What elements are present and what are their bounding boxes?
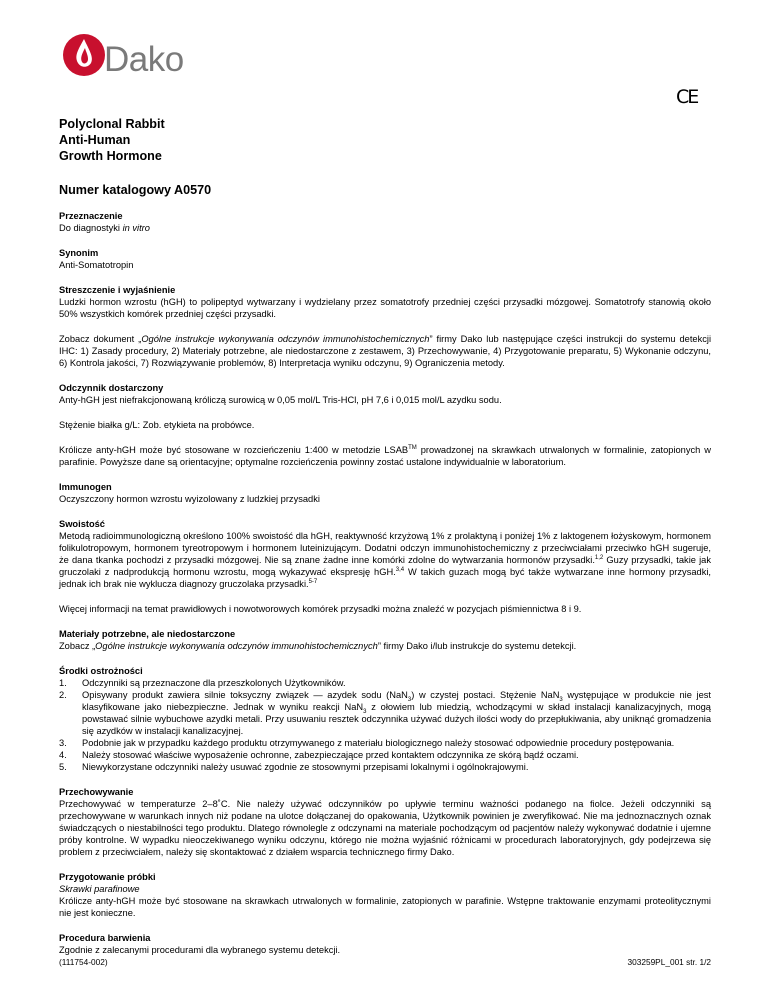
section-text: Zobacz „Ogólne instrukcje wykonywania odczynów immunohistochemicznych” firmy Dako i/lub instrukcje do systemu detekcji. bbox=[59, 641, 577, 651]
title-line: Growth Hormone bbox=[59, 149, 162, 163]
section-heading: Materiały potrzebne, ale niedostarczone bbox=[59, 629, 236, 639]
precautions-list bbox=[59, 677, 711, 773]
section-heading: Przechowywanie bbox=[59, 787, 134, 797]
section-immunogen bbox=[59, 481, 711, 505]
section-srodki bbox=[59, 665, 711, 773]
section-text: Więcej informacji na temat prawidłowych i nowotworowych komórek przysadki można znaleźć w pozycjach piśmiennictwa 8 i 9. bbox=[59, 604, 582, 614]
list-item: 4. Należy stosować właściwe wyposażenie ochronne, zabezpieczające przed kontaktem odczynnika ze skórą bądź oczami. bbox=[59, 750, 579, 760]
section-heading: Procedura barwienia bbox=[59, 933, 151, 943]
brand-name: Dako bbox=[104, 40, 184, 79]
section-text: Królicze anty-hGH może być stosowane na skrawkach utrwalonych w formalinie, zatopionych w parafinie. Wstępne traktowanie enzymami proteolitycznymi nie jest konieczne. bbox=[59, 896, 711, 918]
list-item: 3. Podobnie jak w przypadku każdego produktu otrzymywanego z materiału biologicznego należy stosować odpowiednie procedury postępowania. bbox=[59, 738, 675, 748]
page-footer bbox=[59, 956, 711, 968]
section-streszczenie bbox=[59, 284, 711, 369]
section-text: Zobacz dokument „Ogólne instrukcje wykonywania odczynów immunohistochemicznych” firmy Dako lub następujące części instrukcji do systemu detekcji IHC: 1) Zasady procedury, 2) Materiały potrzebne, ale niedostarczone z zestawem, 3) Przechowywanie, 4) Przygotowanie preparatu, 5) Wykonanie odczynu, 6) Kontrola jakości, 7) Rozwiązywanie problemów, 8) Interpretacja wyniku odczynu, 9) Ograniczenia metody. bbox=[59, 334, 712, 368]
section-przygotowanie bbox=[59, 871, 711, 919]
section-text: Metodą radioimmunologiczną określono 100% swoistość dla hGH, reaktywność krzyżową 1% z prolaktyną i poniżej 1% z laktogenem łożyskowym, hormonem folikulotropowym, hormonem tyreotropowym i hormonem luteinizującym. Dodatni odczyn immunohistochemiczny z przeciwciałami przeciwko hGH sugeruje, że dana tkanka pochodzi z przysadki mózgowej. Nie są znane żadne inne komórki zdolne do wytwarzania hormonów przysadki.$^{1,2}$ Guzy przysadki, takie jak gruczolaki z nadprodukcją hormonu wzrostu, mogą wykazywać ekspresję hGH.$^{3,4}$ W takich guzach mogą być także wytwarzane inne hormony przysadki, jednak ich brak nie wyklucza diagnozy gruczolaka przysadki.$^{5-7}$ bbox=[59, 531, 711, 589]
section-synonim bbox=[59, 247, 711, 271]
ce-mark: CE bbox=[676, 86, 698, 108]
footer-page-number: 303259PL_001 str. 1/2 bbox=[627, 957, 711, 967]
product-title bbox=[59, 116, 711, 164]
document-body bbox=[59, 116, 711, 956]
list-item: 2. Opisywany produkt zawiera silnie toksyczny związek — azydek sodu (NaN$_3$) w czystej postaci. Stężenie NaN$_3$ występujące w produkcie nie jest klasyfikowane jako niebezpieczne. Jednak w wyniku reakcji NaN$_3$ z ołowiem lub miedzią, wchodzącymi w skład instalacji kanalizacyjnych, mogą powstawać silnie wybuchowe azydki metali. Przy usuwaniu resztek odczynnika używać dużych ilości wody do przepłukiwania, aby uniknąć gromadzenia się azydków w instalacji kanalizacyjnej. bbox=[59, 690, 711, 736]
title-line: Polyclonal Rabbit bbox=[59, 117, 165, 131]
section-przeznaczenie bbox=[59, 210, 711, 234]
section-subheading: Skrawki parafinowe bbox=[59, 884, 140, 894]
section-odczynnik bbox=[59, 382, 711, 468]
section-text: Przechowywać w temperaturze 2–8˚C. Nie należy używać odczynników po upływie terminu ważności podanego na fiolce. Jeżeli odczynniki są przechowywane w warunkach innych niż podane na ulotce dołączanej do opakowania, Użytkownik powinien je zweryfikować. Nie ma jednoznacznych oznak świadczących o niestabilności tego produktu. Dlatego równolegle z odczynami na materiale pochodzącym od pacjentów należy wykonywać dodatnie i ujemne próby kontrolne. W wypadku nieoczekiwanego wyniku odczynu, którego nie można wyjaśnić różnicami w procedurach laboratoryjnych, gdy podejrzewa się problem z przeciwciałem, należy się skontaktować z działem wsparcia technicznego firmy Dako. bbox=[59, 799, 711, 857]
section-text: Do diagnostyki in vitro bbox=[59, 223, 150, 233]
section-heading: Odczynnik dostarczony bbox=[59, 383, 164, 393]
section-text: Anty-hGH jest niefrakcjonowaną króliczą surowicą w 0,05 mol/L Tris-HCl, pH 7,6 i 0,015 mol/L azydku sodu. bbox=[59, 395, 502, 405]
section-heading: Streszczenie i wyjaśnienie bbox=[59, 285, 176, 295]
section-przechowywanie bbox=[59, 786, 711, 858]
section-text: Królicze anty-hGH może być stosowane w rozcieńczeniu 1:400 w metodzie LSAB™ prowadzonej na skrawkach utrwalonych w formalinie, zatopionych w parafinie. Powyższe dane są orientacyjne; optymalne rozcieńczenia powinny zostać ustalone indywidualnie w laboratorium. bbox=[59, 444, 711, 467]
section-heading: Przeznaczenie bbox=[59, 211, 123, 221]
section-text: Zgodnie z zalecanymi procedurami dla wybranego systemu detekcji. bbox=[59, 945, 341, 955]
footer-code: (111754-002) bbox=[59, 957, 108, 967]
section-heading: Środki ostrożności bbox=[59, 666, 143, 676]
section-heading: Synonim bbox=[59, 248, 99, 258]
section-heading: Przygotowanie próbki bbox=[59, 872, 156, 882]
title-line: Anti-Human bbox=[59, 133, 131, 147]
section-text: Anti-Somatotropin bbox=[59, 260, 134, 270]
section-swoistosc bbox=[59, 518, 711, 615]
section-text: Stężenie białka g/L: Zob. etykieta na probówce. bbox=[59, 420, 255, 430]
list-item: 1. Odczynniki są przeznaczone dla przeszkolonych Użytkowników. bbox=[59, 678, 346, 688]
catalog-number: Numer katalogowy A0570 bbox=[59, 183, 212, 197]
list-item: 5. Niewykorzystane odczynniki należy usuwać zgodnie ze stosownymi przepisami lokalnymi i ogólnokrajowymi. bbox=[59, 762, 529, 772]
section-materialy bbox=[59, 628, 711, 652]
section-text: Oczyszczony hormon wzrostu wyizolowany z ludzkiej przysadki bbox=[59, 494, 320, 504]
section-heading: Swoistość bbox=[59, 519, 105, 529]
section-procedura bbox=[59, 932, 711, 956]
section-heading: Immunogen bbox=[59, 482, 112, 492]
section-text: Ludzki hormon wzrostu (hGH) to polipeptyd wytwarzany i wydzielany przez somatotrofy przedniej części przysadki mózgowej. Somatotrofy stanowią około 50% wszystkich komórek przedniej części przysadki. bbox=[59, 297, 711, 319]
